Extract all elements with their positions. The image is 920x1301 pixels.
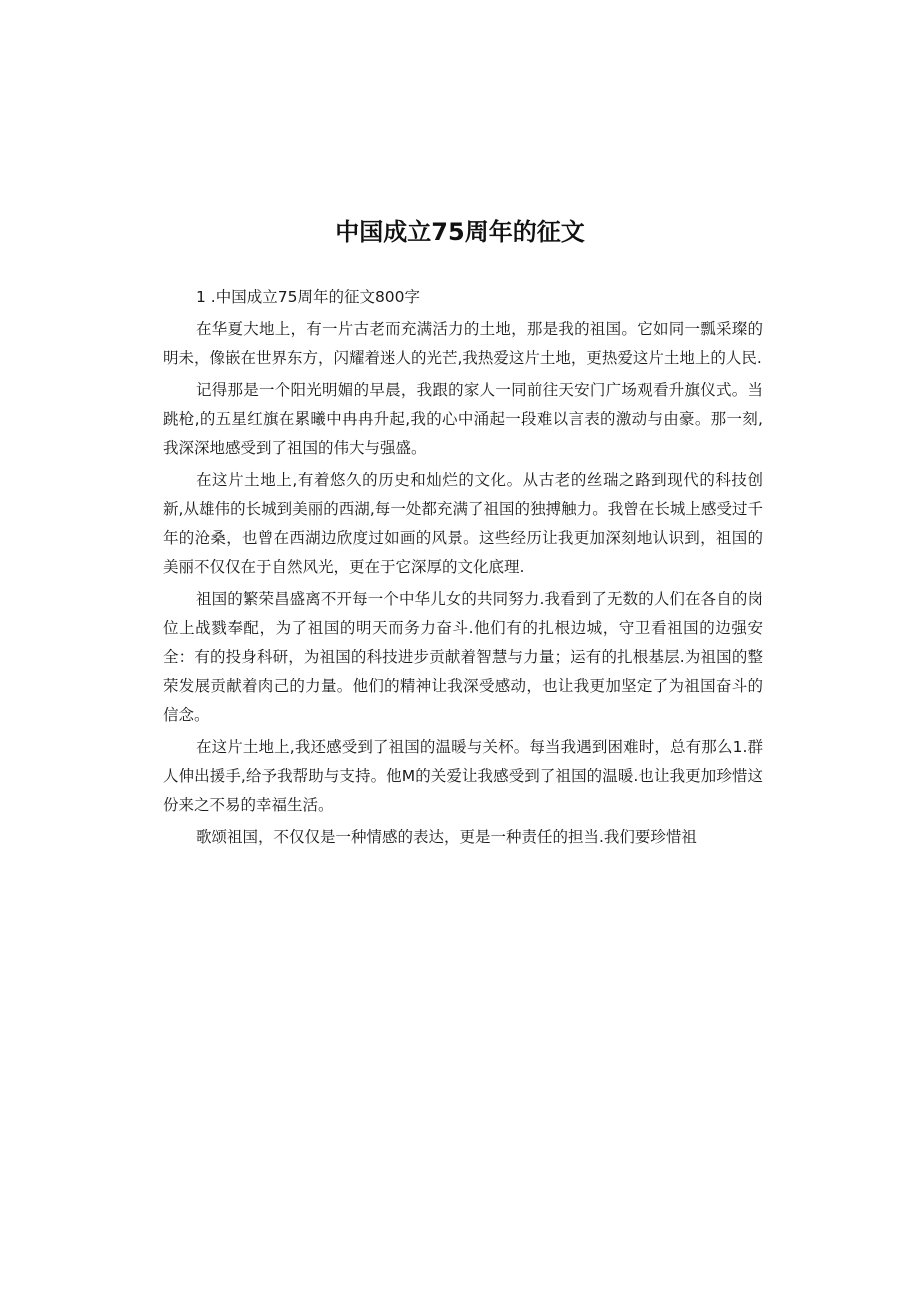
- paragraph: 在这片土地上,有着悠久的历史和灿烂的文化。从古老的丝瑞之路到现代的科技创新,从雄伟的长城到美丽的西湖,每一处都充满了祖国的独搏触力。我曾在长城上感受过千年的沧桑，也曾在西湖边欣度过如画的风景。这些经历让我更加深刻地认识到，祖国的美丽不仅仅在于自然风光，更在于它深厚的文化底理.: [163, 471, 763, 576]
- document-title: 中国成立75周年的征文: [335, 218, 585, 246]
- document-body: [163, 283, 763, 855]
- paragraph: 在华夏大地上，有一片古老而充满活力的土地，那是我的祖国。它如同一瓢采璨的明未，像嵌在世界东方，闪耀着迷人的光芒,我热爱这片土地，更热爱这片土地上的人民.: [163, 320, 763, 367]
- paragraph: 在这片土地上,我还感受到了祖国的温暖与关杯。每当我遇到困难时，总有那么1.群人伸出援手,给予我帮助与支持。他M的关爱让我感受到了祖国的温暖.也让我更加珍惜这份来之不易的幸福生活。: [163, 738, 763, 814]
- section-heading: 1 .中国成立75周年的征文800字: [196, 288, 421, 306]
- paragraph: 祖国的繁荣昌盛离不开每一个中华儿女的共同努力.我看到了无数的人们在各自的岗位上战戮奉配，为了祖国的明天而务力奋斗.他们有的扎根边城，守卫看祖国的边强安全：有的投身科研，为祖国的科技进步贡献着智慧与力量；运有的扎根基层.为祖国的整荣发展贡献着肉己的力量。他们的精神让我深受感动，也让我更加坚定了为祖国奋斗的信念。: [163, 590, 763, 724]
- paragraph: 记得那是一个阳光明媚的早晨，我跟的家人一同前往天安门广场观看升旗仪式。当跳枪,的五星红旗在累曦中冉冉升起,我的心中涌起一段难以言表的激动与由豪。那一刻,我深深地感受到了祖国的伟大与强盛。: [163, 381, 763, 457]
- paragraph: 歌颂祖国，不仅仅是一种情感的表达，更是一种责任的担当.我们要珍惜祖: [196, 828, 697, 846]
